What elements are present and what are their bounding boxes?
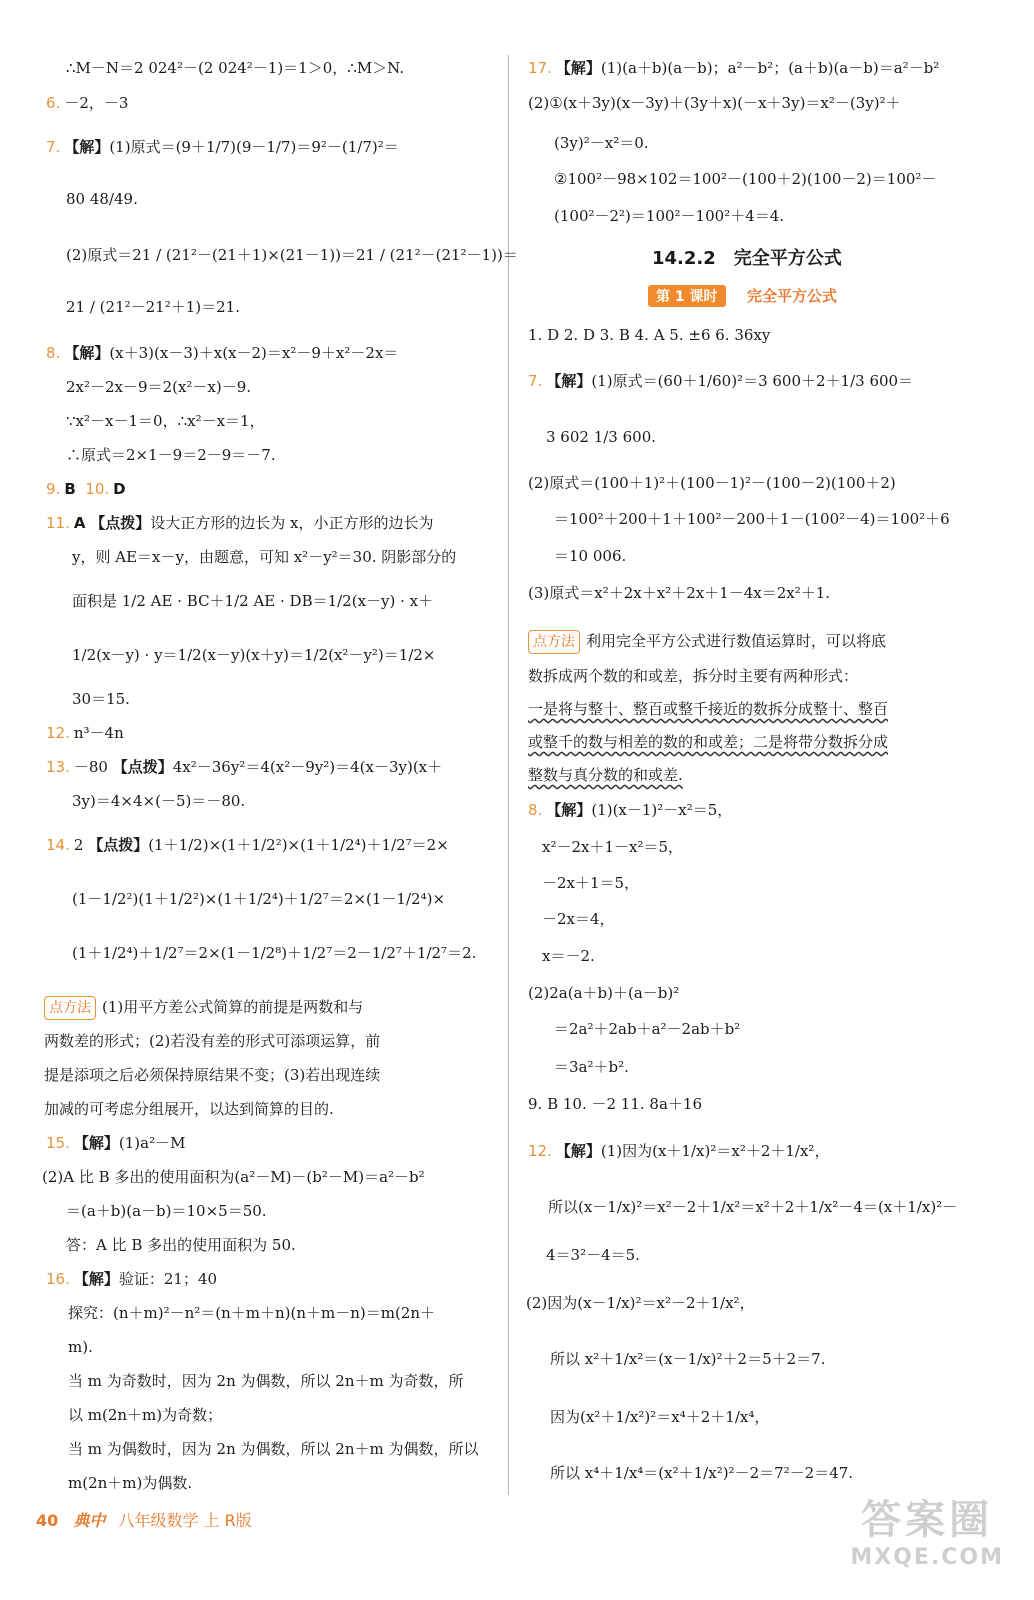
- answer-line: 8. 【解】(x＋3)(x－3)＋x(x－2)＝x²－9＋x²－2x＝: [46, 344, 399, 362]
- line: 一是将与整十、整百或整千接近的数拆分成整十、整百: [528, 700, 889, 718]
- line: (100²－2²)＝100²－100²＋4＝4.: [554, 207, 785, 225]
- line: x²－2x＋1－x²＝5，: [542, 838, 684, 856]
- book-title: 八年级数学 上 R版: [118, 1511, 252, 1530]
- line: ＝100²＋200＋1＋100²－200＋1－(100²－4)＝100²＋6: [554, 510, 950, 528]
- line: ＝(a＋b)(a－b)＝10×5＝50.: [66, 1202, 267, 1220]
- line: 所以 x⁴＋1/x⁴＝(x²＋1/x²)²－2＝7²－2＝47.: [550, 1464, 854, 1482]
- line: 80 48/49.: [66, 190, 138, 208]
- answer-line: 7. 【解】(1)原式＝(60＋1/60)²＝3 600＋2＋1/3 600＝: [528, 372, 914, 390]
- page-footer: [36, 1508, 252, 1531]
- method-badge: 点方法: [528, 630, 580, 654]
- line: (1＋1/2⁴)＋1/2⁷＝2×(1－1/2⁸)＋1/2⁷＝2－1/2⁷＋1/2⁷＝2.: [72, 944, 477, 962]
- answer-line: 13. －80 【点拨】4x²－36y²＝4(x²－9y²)＝4(x－3y)(x＋: [46, 758, 443, 776]
- line: 两数差的形式；(2)若没有差的形式可添项运算，前: [44, 1032, 381, 1050]
- line: 当 m 为奇数时，因为 2n 为偶数，所以 2n＋m 为奇数，所: [68, 1372, 464, 1390]
- page-number: 40: [36, 1511, 59, 1530]
- line: 30＝15.: [72, 690, 130, 708]
- line: (2)原式＝(100＋1)²＋(100－1)²－(100－2)(100＋2): [528, 474, 896, 492]
- line: 2x²－2x－9＝2(x²－x)－9.: [66, 378, 252, 396]
- answer-line: 12. n³－4n: [46, 724, 124, 742]
- method-note: 点方法 利用完全平方公式进行数值运算时，可以将底: [528, 630, 886, 654]
- line: 3y)＝4×4×(－5)＝－80.: [72, 792, 246, 810]
- line: (2)2a(a＋b)＋(a－b)²: [528, 984, 680, 1002]
- line: －2x＋1＝5，: [542, 874, 640, 892]
- lesson-badge: 第 1 课时: [648, 285, 726, 307]
- line: (2)原式＝21 / (21²－(21＋1)×(21－1))＝21 / (21²－(21²－1))＝: [66, 246, 518, 264]
- answer-line: 1. D 2. D 3. B 4. A 5. ±6 6. 36xy: [528, 326, 771, 344]
- line: 所以 x²＋1/x²＝(x－1/x)²＋2＝5＋2＝7.: [550, 1350, 826, 1368]
- answer-line: 15. 【解】(1)a²－M: [46, 1134, 186, 1152]
- line: ＝10 006.: [554, 547, 627, 565]
- line: 探究：(n＋m)²－n²＝(n＋m＋n)(n＋m－n)＝m(2n＋: [68, 1304, 436, 1322]
- line: 1/2(x－y) · y＝1/2(x－y)(x＋y)＝1/2(x²－y²)＝1/2×: [72, 646, 436, 664]
- line: ∴原式＝2×1－9＝2－9＝－7.: [66, 446, 276, 464]
- line: (1－1/2²)(1＋1/2²)×(1＋1/2⁴)＋1/2⁷＝2×(1－1/2⁴)×: [72, 890, 446, 908]
- line: (3y)²－x²＝0.: [554, 134, 649, 152]
- line: 面积是 1/2 AE · BC＋1/2 AE · DB＝1/2(x－y) · x＋: [72, 592, 434, 610]
- line: 所以(x－1/x)²＝x²－2＋1/x²＝x²＋2＋1/x²－4＝(x＋1/x)²－: [548, 1198, 958, 1216]
- answer-line: 12. 【解】(1)因为(x＋1/x)²＝x²＋2＋1/x²，: [528, 1142, 830, 1160]
- line: 4＝3²－4＝5.: [546, 1246, 640, 1264]
- line: m(2n＋m)为偶数.: [68, 1474, 193, 1492]
- watermark: [850, 1488, 1004, 1570]
- line: －2x＝4，: [542, 910, 615, 928]
- answer-line: 14. 2 【点拨】(1＋1/2)×(1＋1/2²)×(1＋1/2⁴)＋1/2⁷＝2×: [46, 836, 449, 854]
- answer-line: 7. 【解】(1)原式＝(9＋1/7)(9－1/7)＝9²－(1/7)²＝: [46, 138, 399, 156]
- line: 答：A 比 B 多出的使用面积为 50.: [66, 1236, 296, 1254]
- line: 以 m(2n＋m)为奇数；: [68, 1406, 223, 1424]
- answer-line: 8. 【解】(1)(x－1)²－x²＝5，: [528, 801, 733, 819]
- line: 数拆成两个数的和或差，拆分时主要有两种形式：: [528, 667, 859, 685]
- line: 当 m 为偶数时，因为 2n 为偶数，所以 2n＋m 为偶数，所以: [68, 1440, 479, 1458]
- line: ∴M－N＝2 024²－(2 024²－1)＝1＞0，∴M＞N.: [66, 59, 405, 77]
- line: 加减的可考虑分组展开，以达到简算的目的.: [44, 1100, 334, 1118]
- line: (2)因为(x－1/x)²＝x²－2＋1/x²，: [526, 1294, 755, 1312]
- brand-logo: 典中: [73, 1511, 106, 1530]
- line: 3 602 1/3 600.: [546, 428, 657, 446]
- answer-line: 16. 【解】验证：21；40: [46, 1270, 218, 1288]
- line: m).: [68, 1338, 93, 1356]
- line: ＝2a²＋2ab＋a²－2ab＋b²: [554, 1020, 741, 1038]
- line: 或整千的数与相差的数的和或差；二是将带分数拆分成: [528, 733, 889, 751]
- line: 21 / (21²－21²＋1)＝21.: [66, 298, 240, 316]
- answer-line: 11. A 【点拨】设大正方形的边长为 x，小正方形的边长为: [46, 514, 434, 532]
- answer-line: 9. B 10. －2 11. 8a＋16: [528, 1095, 703, 1113]
- answer-line: 6. －2，－3: [46, 94, 129, 112]
- watermark-url: MXQE.COM: [850, 1545, 1004, 1570]
- line: ②100²－98×102＝100²－(100＋2)(100－2)＝100²－: [554, 170, 937, 188]
- lesson-title: 完全平方公式: [747, 287, 838, 305]
- line: 提是添项之后必须保持原结果不变；(3)若出现连续: [44, 1066, 381, 1084]
- column-divider: [508, 55, 509, 1495]
- method-note: 点方法 (1)用平方差公式简算的前提是两数和与: [44, 996, 363, 1020]
- line: (2)①(x＋3y)(x－3y)＋(3y＋x)(－x＋3y)＝x²－(3y)²＋: [528, 94, 901, 112]
- section-title: 14.2.2 完全平方公式: [652, 248, 842, 269]
- answer-line: 9. B 10. D: [46, 480, 126, 498]
- line: (3)原式＝x²＋2x＋x²＋2x＋1－4x＝2x²＋1.: [528, 584, 831, 602]
- line: x＝－2.: [542, 947, 595, 965]
- line: ∵x²－x－1＝0，∴x²－x＝1，: [66, 412, 265, 430]
- line: 因为(x²＋1/x²)²＝x⁴＋2＋1/x⁴，: [550, 1408, 770, 1426]
- method-badge: 点方法: [44, 996, 96, 1020]
- watermark-title: 答案圈: [861, 1497, 994, 1543]
- line: y，则 AE＝x－y，由题意，可知 x²－y²＝30. 阴影部分的: [72, 548, 457, 566]
- line: ＝3a²＋b².: [554, 1058, 629, 1076]
- line: 整数与真分数的和或差.: [528, 766, 683, 784]
- answer-line: 17. 【解】(1)(a＋b)(a－b)；a²－b²；(a＋b)(a－b)＝a²－b²: [528, 59, 940, 77]
- line: (2)A 比 B 多出的使用面积为(a²－M)－(b²－M)＝a²－b²: [42, 1168, 425, 1186]
